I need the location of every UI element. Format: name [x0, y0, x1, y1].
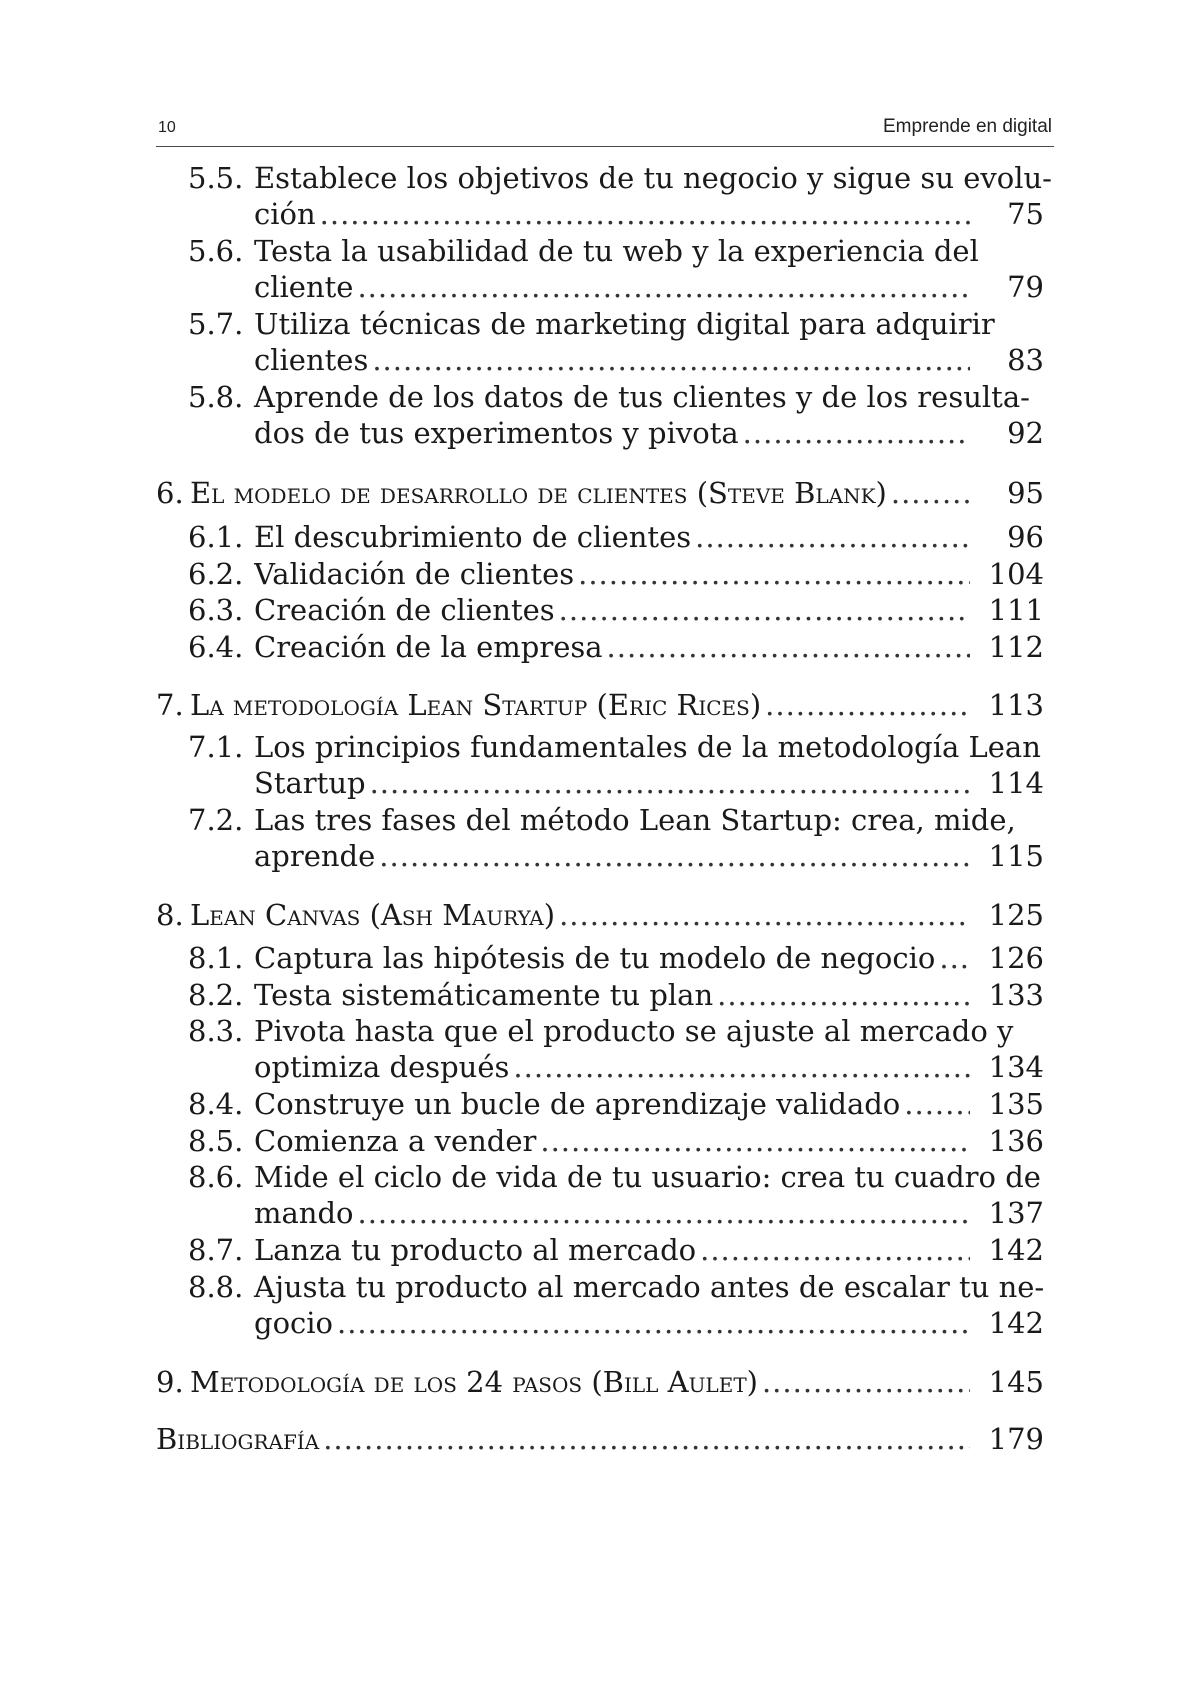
- dot-leader: [765, 685, 970, 725]
- dot-leader: [358, 1193, 971, 1233]
- toc-entry-title: Captura las hipótesis de tu modelo de negocio: [254, 941, 936, 975]
- toc-entry-line: [156, 517, 1054, 557]
- toc-page-number: 79: [1007, 270, 1044, 304]
- toc-entry-number: 5.8.: [188, 380, 244, 414]
- toc-page-number: 92: [1007, 416, 1044, 450]
- toc-page-number: 142: [988, 1233, 1044, 1267]
- toc-entry-line: [156, 1084, 1054, 1124]
- dot-leader: [540, 1121, 970, 1161]
- toc-entry-line: [156, 377, 1054, 417]
- toc-page-number: 111: [988, 593, 1044, 627]
- toc-entry-number: 5.6.: [188, 234, 244, 268]
- toc-leader: [254, 267, 970, 307]
- dot-leader: [357, 267, 970, 307]
- toc-entry-line: [156, 231, 1054, 271]
- toc-entry-line: [156, 1267, 1054, 1307]
- running-header: [156, 116, 1054, 147]
- toc-entry-line: [156, 473, 1054, 513]
- toc-entry-number: 8.: [156, 898, 184, 932]
- toc-page-number: 83: [1007, 343, 1044, 377]
- toc-entry-number: 8.5.: [188, 1124, 244, 1158]
- toc-entry-title: Testa sistemáticamente tu plan: [254, 978, 714, 1012]
- toc-entry-line: [156, 194, 1054, 234]
- toc-entry-number: 6.4.: [188, 630, 244, 664]
- toc-entry-line: [156, 340, 1054, 380]
- dot-leader: [607, 627, 970, 667]
- dot-leader: [372, 340, 970, 380]
- toc-entry-title: ción: [254, 197, 316, 231]
- toc-entry-title: Metodología de los 24 pasos (Bill Aulet): [190, 1365, 758, 1399]
- toc-leader: [254, 975, 970, 1015]
- toc-leader: [254, 763, 970, 803]
- dot-leader: [700, 1230, 970, 1270]
- toc-entry-line: [156, 590, 1054, 630]
- toc-leader: [254, 554, 970, 594]
- toc-page-number: 104: [988, 557, 1044, 591]
- toc-entry-number: 5.5.: [188, 161, 244, 195]
- running-title: Emprende en digital: [883, 116, 1052, 137]
- toc-leader: [254, 1303, 970, 1343]
- toc-entry-line: [156, 763, 1054, 803]
- toc-page-number: 134: [988, 1050, 1044, 1084]
- toc-entry-line: [156, 1157, 1054, 1197]
- toc-page-number: 113: [988, 688, 1044, 722]
- toc-page-number: 75: [1007, 197, 1044, 231]
- toc-entry-number: 7.: [156, 688, 184, 722]
- toc-entry-line: [156, 267, 1054, 307]
- toc-entry-title: Los principios fundamentales de la metodología Lean: [254, 730, 1041, 764]
- toc-entry-title: clientes: [254, 343, 369, 377]
- toc-leader: [254, 340, 970, 380]
- toc-entry-number: 8.1.: [188, 941, 244, 975]
- toc-entry-title: Validación de clientes: [254, 557, 575, 591]
- toc-entry-title: Ajusta tu producto al mercado antes de escalar tu ne-: [254, 1270, 1045, 1304]
- dot-leader: [320, 194, 970, 234]
- dot-leader: [891, 473, 970, 513]
- toc-entry-number: 5.7.: [188, 307, 244, 341]
- dot-leader: [743, 413, 970, 453]
- toc-entry-line: [156, 413, 1054, 453]
- toc-page-number: 114: [988, 766, 1044, 800]
- toc-page-number: 145: [988, 1365, 1044, 1399]
- dot-leader: [939, 938, 970, 978]
- toc-entry-title: El descubrimiento de clientes: [254, 520, 692, 554]
- toc-entry-number: 9.: [156, 1365, 184, 1399]
- toc-entry-title: optimiza después: [254, 1050, 510, 1084]
- toc-entry-number: 6.2.: [188, 557, 244, 591]
- dot-leader: [559, 590, 970, 630]
- toc-entry-line: [156, 1121, 1054, 1161]
- toc-page-number: 95: [1007, 476, 1044, 510]
- toc-leader: [190, 1362, 970, 1402]
- toc-entry-title: Pivota hasta que el producto se ajuste al mercado y: [254, 1014, 1014, 1048]
- toc-entry-line: [156, 1193, 1054, 1233]
- toc-entry-title: Establece los objetivos de tu negocio y sigue su evolu-: [254, 161, 1052, 195]
- toc-entry-title: gocio: [254, 1306, 333, 1340]
- toc-entry-title: Aprende de los datos de tus clientes y de los resulta-: [254, 380, 1030, 414]
- toc-leader: [254, 627, 970, 667]
- toc-entry-number: 8.7.: [188, 1233, 244, 1267]
- dot-leader: [559, 895, 970, 935]
- toc-leader: [254, 1121, 970, 1161]
- toc-page-number: 136: [988, 1124, 1044, 1158]
- toc-entry-title: Testa la usabilidad de tu web y la experiencia del: [254, 234, 979, 268]
- toc-entry-title: Lanza tu producto al mercado: [254, 1233, 697, 1267]
- toc-entry-line: [156, 554, 1054, 594]
- toc-entry-number: 7.1.: [188, 730, 244, 764]
- toc-entry-line: [156, 1047, 1054, 1087]
- toc-page-number: 115: [988, 839, 1044, 873]
- toc-entry-title: Las tres fases del método Lean Startup: crea, mide,: [254, 803, 1016, 837]
- toc-entry-title: Startup: [254, 766, 366, 800]
- toc-page-number: 125: [988, 898, 1044, 932]
- toc-leader: [190, 895, 970, 935]
- toc-entry-line: [156, 895, 1054, 935]
- dot-leader: [379, 836, 970, 876]
- toc-entry-title: Mide el ciclo de vida de tu usuario: crea tu cuadro de: [254, 1160, 1041, 1194]
- toc-page-number: 137: [988, 1196, 1044, 1230]
- toc-entry-number: 8.6.: [188, 1160, 244, 1194]
- toc-entry-number: 6.1.: [188, 520, 244, 554]
- toc-entry-number: 8.4.: [188, 1087, 244, 1121]
- page-number: 10: [158, 119, 176, 136]
- toc-entry-title: Utiliza técnicas de marketing digital para adquirir: [254, 307, 995, 341]
- toc-entry-title: cliente: [254, 270, 354, 304]
- toc-leader: [254, 1047, 970, 1087]
- toc-leader: [190, 685, 970, 725]
- toc-page-number: 142: [988, 1306, 1044, 1340]
- toc-entry-title: Lean Canvas (Ash Maurya): [190, 898, 556, 932]
- toc-entry-title: Creación de la empresa: [254, 630, 603, 664]
- toc-leader: [254, 1230, 970, 1270]
- dot-leader: [513, 1047, 970, 1087]
- dot-leader: [337, 1303, 970, 1343]
- toc-leader: [156, 1419, 970, 1459]
- toc-entry-title: Creación de clientes: [254, 593, 555, 627]
- toc-leader: [254, 1084, 970, 1124]
- toc-entry-number: 8.8.: [188, 1270, 244, 1304]
- toc-entry-line: [156, 800, 1054, 840]
- toc-leader: [190, 473, 970, 513]
- toc-entry-line: [156, 1303, 1054, 1343]
- toc-entry-number: 6.3.: [188, 593, 244, 627]
- toc-leader: [254, 194, 970, 234]
- toc-page-number: 179: [988, 1422, 1044, 1456]
- toc-entry-title: Construye un bucle de aprendizaje validado: [254, 1087, 901, 1121]
- toc-entry-line: [156, 158, 1054, 198]
- toc-entry-title: La metodología Lean Startup (Eric Rices): [190, 688, 762, 722]
- toc-page-number: 126: [988, 941, 1044, 975]
- toc-leader: [254, 413, 970, 453]
- toc-entry-line: [156, 685, 1054, 725]
- toc-entry-line: [156, 627, 1054, 667]
- toc-entry-number: 8.3.: [188, 1014, 244, 1048]
- toc-entry-line: [156, 1230, 1054, 1270]
- toc-entry-title: aprende: [254, 839, 376, 873]
- toc-entry-line: [156, 1011, 1054, 1051]
- dot-leader: [717, 975, 970, 1015]
- toc-leader: [254, 938, 970, 978]
- toc-entry-number: 7.2.: [188, 803, 244, 837]
- toc-entry-number: 8.2.: [188, 978, 244, 1012]
- toc-entry-line: [156, 836, 1054, 876]
- toc-entry-line: [156, 727, 1054, 767]
- toc-entry-number: 6.: [156, 476, 184, 510]
- toc-entry-line: [156, 304, 1054, 344]
- toc-entry-title: El modelo de desarrollo de clientes (Steve Blank): [190, 476, 887, 510]
- toc-entry-line: [156, 975, 1054, 1015]
- dot-leader: [323, 1419, 970, 1459]
- toc-entry-title: mando: [254, 1196, 354, 1230]
- toc-page-number: 112: [988, 630, 1044, 664]
- toc-entry-title: Bibliografía: [156, 1422, 320, 1456]
- toc-entry-title: Comienza a vender: [254, 1124, 537, 1158]
- dot-leader: [695, 517, 970, 557]
- toc-leader: [254, 590, 970, 630]
- toc-leader: [254, 836, 970, 876]
- toc-page-number: 96: [1007, 520, 1044, 554]
- toc-leader: [254, 1193, 970, 1233]
- toc-leader: [254, 517, 970, 557]
- dot-leader: [762, 1362, 970, 1402]
- dot-leader: [578, 554, 970, 594]
- toc-entry-line: [156, 1362, 1054, 1402]
- dot-leader: [370, 763, 970, 803]
- toc-entry-title: dos de tus experimentos y pivota: [254, 416, 739, 450]
- toc-page-number: 135: [988, 1087, 1044, 1121]
- toc-entry-line: [156, 1419, 1054, 1459]
- toc-page-number: 133: [988, 978, 1044, 1012]
- toc-entry-line: [156, 938, 1054, 978]
- dot-leader: [904, 1084, 970, 1124]
